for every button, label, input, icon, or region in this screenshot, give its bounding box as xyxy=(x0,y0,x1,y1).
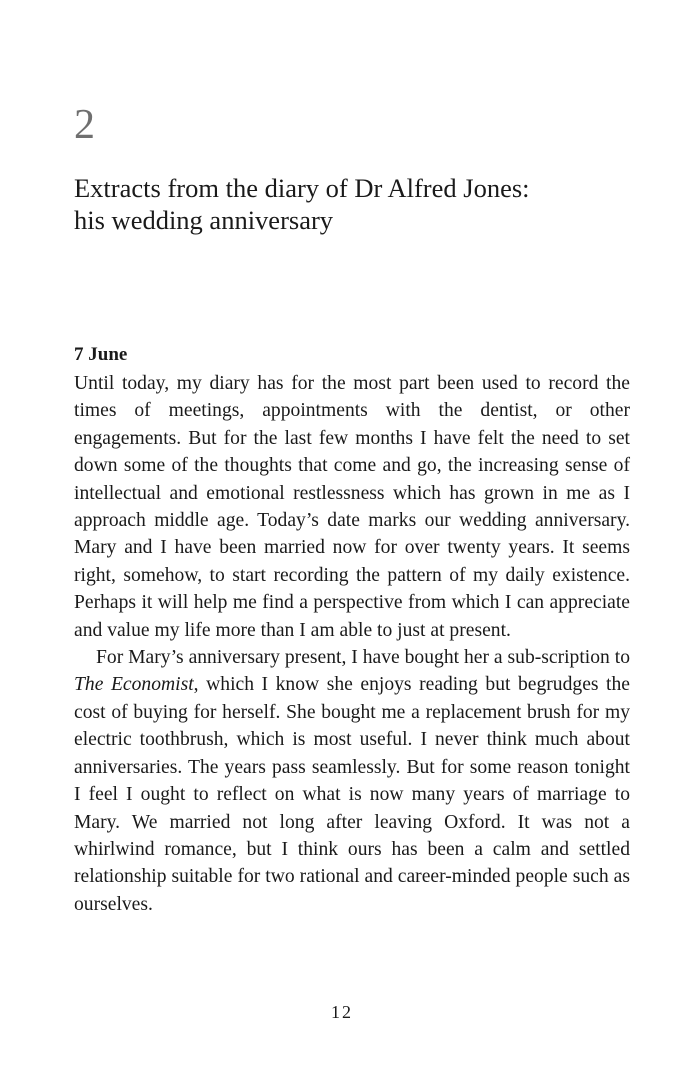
paragraph-2 xyxy=(74,644,630,918)
paragraph-2-part-2: , which I know she enjoys reading but begrudges the cost of buying for herself. She bought me a replacement brush for my electric toothbrush, which is most useful. I never think much about anniversaries. The years pass seamlessly. But for some reason tonight I feel I ought to reflect on what is now many years of marriage to Mary. We married not long after leaving Oxford. It was not a whirlwind romance, but I think ours has been a calm and settled relationship suitable for two rational and career-minded people such as ourselves. xyxy=(74,674,630,915)
magazine-title: The Economist xyxy=(74,674,194,696)
page-number: 12 xyxy=(331,1002,353,1022)
chapter-number: 2 xyxy=(74,102,95,148)
chapter-title-line-1: Extracts from the diary of Dr Alfred Jones: xyxy=(74,173,530,203)
diary-entry-body xyxy=(74,370,630,918)
paragraph-1: Until today, my diary has for the most part been used to record the times of meetings, appointments with the dentist, or other engagements. But for the last few months I have felt the need to set down some of the thoughts that come and go, the increasing sense of intellectual and emotional restlessness which has grown in me as I approach middle age. Today’s date marks our wedding anniversary. Mary and I have been married now for over twenty years. It seems right, somehow, to start recording the pattern of my daily existence. Perhaps it will help me find a perspective from which I can appreciate and value my life more than I am able to just at present. xyxy=(74,373,630,641)
diary-entry-date: 7 June xyxy=(74,344,128,365)
chapter-title xyxy=(74,172,634,236)
paragraph-2-part-1: For Mary’s anniversary present, I have bought her a sub-scription to xyxy=(96,647,630,669)
chapter-title-line-2: his wedding anniversary xyxy=(74,205,334,235)
